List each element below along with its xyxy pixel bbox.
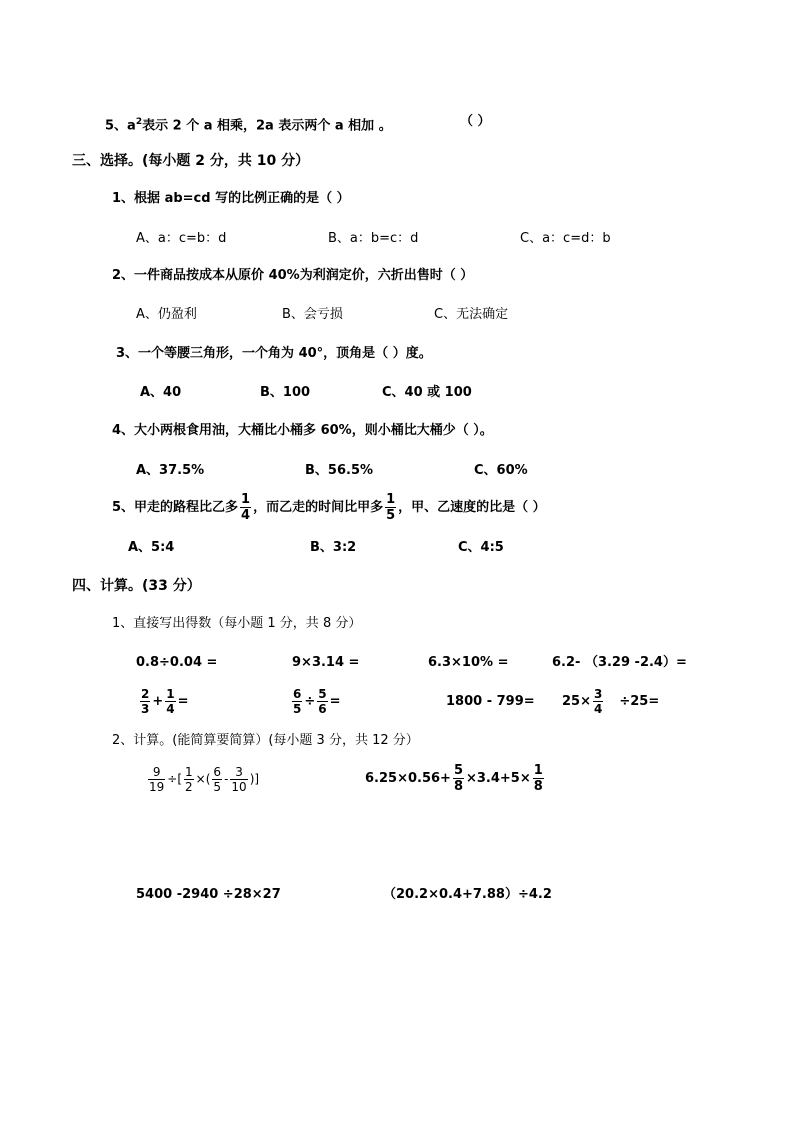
q5-f1-num: 1 (241, 492, 251, 507)
c8-a: 25× (562, 694, 591, 709)
c6-eq: = (329, 694, 341, 709)
q5-text-c: ，甲、乙速度的比是（ ） (398, 500, 546, 515)
c6-op: ÷ (304, 694, 316, 709)
e1-d: )] (249, 772, 260, 786)
q5-f2-den: 5 (386, 508, 396, 523)
calc-5 (138, 684, 189, 720)
c6-f2n: 5 (318, 687, 327, 701)
c8-fn: 3 (593, 687, 603, 701)
tf-item-5-num: 5、a (105, 118, 136, 134)
e1-f3n: 6 (213, 765, 222, 779)
calc-6-frac-2 (317, 687, 327, 716)
c6-f1d: 5 (293, 702, 302, 716)
q5-option-a[interactable]: A、5:4 (128, 540, 175, 555)
part-1-title: 1、直接写出得数（每小题 1 分，共 8 分） (112, 616, 362, 631)
calc-7: 1800 - 799= (446, 694, 535, 709)
e2-frac-1 (453, 763, 464, 794)
part-2-title: 2、计算。(能简算要简算）(每小题 3 分，共 12 分） (112, 733, 419, 748)
q4-option-c[interactable]: C、60% (474, 463, 528, 478)
q5-option-b[interactable]: B、3:2 (310, 540, 357, 555)
calc-2: 9×3.14 = (292, 655, 360, 670)
q4-option-b[interactable]: B、56.5% (305, 463, 374, 478)
e2-f1n: 5 (453, 763, 463, 778)
q3-option-b[interactable]: B、100 (260, 385, 311, 400)
tf-item-5 (105, 113, 392, 135)
q3-option-c[interactable]: C、40 或 100 (382, 385, 472, 400)
section-4-title: 四、计算。(33 分） (72, 578, 201, 594)
q3-option-a[interactable]: A、40 (140, 385, 182, 400)
q2-option-c[interactable]: C、无法确定 (434, 307, 509, 322)
tf-item-5-answer[interactable]: （ ） (460, 114, 491, 129)
q5-fraction-2 (385, 492, 396, 523)
c5-eq: = (177, 694, 189, 709)
q1-option-c[interactable]: C、a：c=d：b (520, 231, 611, 246)
e1-frac-2 (184, 765, 194, 794)
e1-b: ×( (195, 772, 211, 786)
e2-a: 6.25×0.56+ (365, 771, 451, 786)
calc-6 (290, 684, 341, 720)
e1-frac-4 (230, 765, 247, 794)
calc2-expr-2 (365, 760, 546, 798)
calc2-expr-4: （20.2×0.4+7.88）÷4.2 (383, 887, 552, 902)
q2-option-a[interactable]: A、仍盈利 (136, 307, 197, 322)
e1-f2n: 1 (185, 765, 193, 779)
c8-b: ÷25= (619, 694, 660, 709)
q5-f1-den: 4 (241, 508, 251, 523)
calc-8 (562, 684, 659, 720)
c5-f1d: 3 (141, 702, 150, 716)
e1-f1d: 19 (149, 780, 165, 794)
q2-option-b[interactable]: B、会亏损 (282, 307, 343, 322)
e2-f1d: 8 (453, 779, 463, 794)
section-3-title: 三、选择。(每小题 2 分，共 10 分） (72, 153, 310, 169)
choice-q1: 1、根据 ab=cd 写的比例正确的是（ ） (112, 191, 350, 206)
e2-frac-2 (533, 763, 544, 794)
q1-option-a[interactable]: A、a：c=b：d (136, 231, 227, 246)
e1-frac-3 (212, 765, 222, 794)
e1-f2d: 2 (185, 780, 193, 794)
calc2-expr-3: 5400 -2940 ÷28×27 (136, 887, 281, 902)
q4-option-a[interactable]: A、37.5% (136, 463, 205, 478)
e2-f2n: 1 (533, 763, 543, 778)
e1-f4n: 3 (230, 765, 247, 780)
e2-f2d: 8 (533, 779, 543, 794)
c5-f1n: 2 (141, 687, 150, 701)
choice-q5 (112, 490, 546, 526)
calc-8-frac (593, 687, 603, 716)
tf-item-5-text: 表示 2 个 a 相乘，2a 表示两个 a 相加 。 (142, 118, 392, 134)
q5-text-b: ，而乙走的时间比甲多 (253, 500, 384, 515)
calc-3: 6.3×10% = (428, 655, 509, 670)
e1-f3d: 5 (213, 780, 222, 794)
c6-f1n: 6 (293, 687, 302, 701)
e1-frac-1 (148, 765, 165, 794)
e2-b: ×3.4+5× (465, 771, 531, 786)
q5-fraction-1 (240, 492, 251, 523)
e1-a: ÷[ (167, 772, 183, 786)
calc-1: 0.8÷0.04 = (136, 655, 218, 670)
calc2-expr-1 (146, 760, 259, 798)
calc-4: 6.2- （3.29 -2.4）= (552, 655, 687, 670)
c5-op: + (152, 694, 164, 709)
q1-option-b[interactable]: B、a：b=c：d (328, 231, 419, 246)
e1-c: - (224, 772, 229, 786)
calc-6-frac-1 (292, 687, 302, 716)
tf-item-5-sup: 2 (135, 117, 143, 127)
choice-q3: 3、一个等腰三角形，一个角为 40°，顶角是（ ）度。 (116, 346, 432, 361)
c8-fd: 4 (593, 702, 603, 716)
q5-option-c[interactable]: C、4:5 (458, 540, 504, 555)
q5-f2-num: 1 (386, 492, 396, 507)
choice-q4: 4、大小两根食用油，大桶比小桶多 60%，则小桶比大桶少（ ）。 (112, 423, 493, 438)
calc-5-frac-2 (165, 687, 175, 716)
choice-q2: 2、一件商品按成本从原价 40%为利润定价，六折出售时（ ） (112, 268, 474, 283)
q5-text-a: 5、甲走的路程比乙多 (112, 500, 239, 515)
c5-f2d: 4 (166, 702, 175, 716)
e1-f1n: 9 (148, 765, 165, 780)
c6-f2d: 6 (318, 702, 327, 716)
c5-f2n: 1 (166, 687, 175, 701)
e1-f4d: 10 (231, 780, 247, 794)
calc-5-frac-1 (140, 687, 150, 716)
